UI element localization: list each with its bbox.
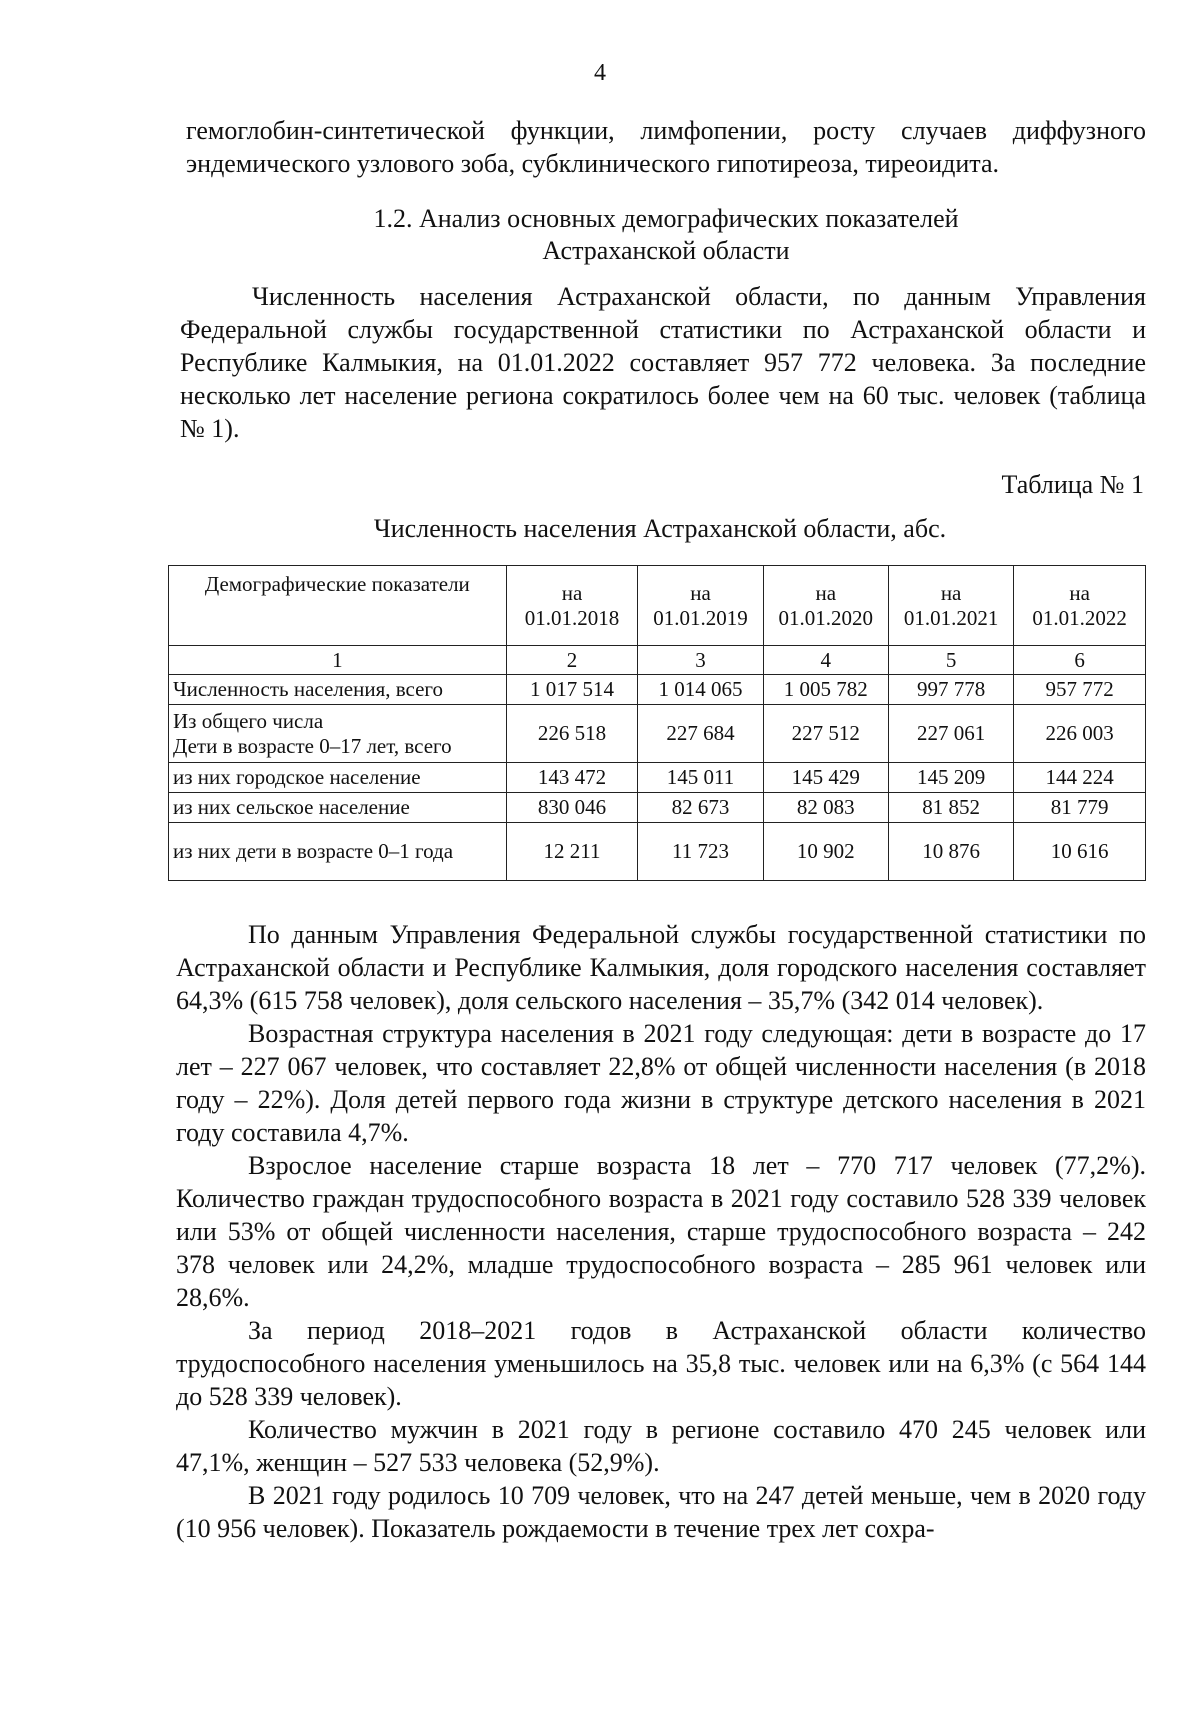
value-cell: 82 673 [638,793,763,823]
row-label: из них дети в возрасте 0–1 года [169,823,507,881]
header-date: 01.01.2018 [524,605,620,630]
value-cell: 227 684 [638,705,763,763]
value-cell: 143 472 [506,763,638,793]
paragraph: В 2021 году родилось 10 709 человек, что на 247 детей меньше, чем в 2020 году (10 956 человек). Показатель рождаемости в течение трех лет сохра- [176,1481,1146,1543]
table-row [169,675,1146,705]
header-date-cell [638,566,763,646]
body-text [176,918,1146,1545]
value-cell: 1 014 065 [638,675,763,705]
table-row [169,823,1146,881]
row-label [169,705,507,763]
header-prefix: на [690,580,711,605]
population-table [168,565,1146,881]
value-cell: 10 902 [763,823,888,881]
row-label: из них городское население [169,763,507,793]
value-cell: 226 518 [506,705,638,763]
index-cell: 5 [888,646,1013,675]
paragraph: Количество мужчин в 2021 году в регионе составило 470 245 человек или 47,1%, женщин – 527 533 человека (52,9%). [176,1415,1146,1477]
value-cell: 144 224 [1014,763,1146,793]
header-date-cell [506,566,638,646]
row-label-line2: Дети в возрасте 0–17 лет, всего [173,733,452,758]
index-cell: 6 [1014,646,1146,675]
header-date-cell [1014,566,1146,646]
section-heading-line2: Астраханской области [542,236,790,265]
header-prefix: на [561,580,583,605]
value-cell: 145 429 [763,763,888,793]
value-cell: 82 083 [763,793,888,823]
index-cell: 4 [763,646,888,675]
value-cell: 227 512 [763,705,888,763]
value-cell: 226 003 [1014,705,1146,763]
value-cell: 830 046 [506,793,638,823]
header-date: 01.01.2022 [1032,605,1127,630]
table-row [169,793,1146,823]
intro-paragraph: гемоглобин-синтетической функции, лимфопении, росту случаев диффузного эндемического узлового зоба, субклинического гипотиреоза, тиреоидита. [186,116,1146,178]
paragraph: Возрастная структура населения в 2021 году следующая: дети в возрасте до 17 лет – 227 067 человек, что составляет 22,8% от общей численности населения (в 2018 году – 22%). Доля детей первого года жизни в структуре детского населения в 2021 году составила 4,7%. [176,1019,1146,1147]
section-heading-line1: 1.2. Анализ основных демографических показателей [373,204,959,233]
value-cell: 81 852 [888,793,1013,823]
header-date: 01.01.2020 [778,605,874,630]
value-cell: 81 779 [1014,793,1146,823]
paragraph: За период 2018–2021 годов в Астраханской области количество трудоспособного населения уменьшилось на 35,8 тыс. человек или на 6,3% (с 564 144 до 528 339 человек). [176,1316,1146,1411]
header-prefix: на [940,580,962,605]
header-prefix: на [815,580,837,605]
row-label-line1: Из общего числа [173,708,324,733]
table-row [169,763,1146,793]
value-cell: 10 876 [888,823,1013,881]
header-date: 01.01.2021 [903,605,999,630]
population-paragraph: Численность населения Астраханской области, по данным Управления Федеральной службы государственной статистики по Астраханской области и Республике Калмыкия, на 01.01.2022 составляет 957 772 человека. За последние несколько лет население региона сократилось более чем на 60 тыс. человек (таблица № 1). [180,282,1146,443]
index-cell: 3 [638,646,763,675]
paragraph: По данным Управления Федеральной службы государственной статистики по Астраханской области и Республике Калмыкия, доля городского населения составляет 64,3% (615 758 человек), доля сельского населения – 35,7% (342 014 человек). [176,920,1146,1015]
value-cell: 145 011 [638,763,763,793]
value-cell: 12 211 [506,823,638,881]
page-number: 4 [594,60,606,86]
index-cell: 1 [169,646,507,675]
table-index-row [169,646,1146,675]
value-cell: 227 061 [888,705,1013,763]
header-date-cell [763,566,888,646]
section-heading [186,203,1146,267]
index-cell: 2 [506,646,638,675]
header-date: 01.01.2019 [653,605,748,630]
table-row [169,705,1146,763]
value-cell: 957 772 [1014,675,1146,705]
value-cell: 1 017 514 [506,675,638,705]
table-label: Таблица № 1 [1001,470,1144,499]
value-cell: 145 209 [888,763,1013,793]
header-date-cell [888,566,1013,646]
row-label: из них сельское население [169,793,507,823]
value-cell: 10 616 [1014,823,1146,881]
value-cell: 11 723 [638,823,763,881]
header-indicators: Демографические показатели [169,566,507,646]
paragraph: Взрослое население старше возраста 18 лет – 770 717 человек (77,2%). Количество граждан трудоспособного возраста в 2021 году составило 528 339 человек или 53% от общей численности населения, старше трудоспособного возраста – 242 378 человек или 24,2%, младше трудоспособного возраста – 285 961 человек или 28,6%. [176,1151,1146,1312]
table-header-row [169,566,1146,646]
header-prefix: на [1069,580,1090,605]
value-cell: 997 778 [888,675,1013,705]
value-cell: 1 005 782 [763,675,888,705]
table-title: Численность населения Астраханской области, абс. [373,514,947,543]
row-label: Численность населения, всего [169,675,507,705]
